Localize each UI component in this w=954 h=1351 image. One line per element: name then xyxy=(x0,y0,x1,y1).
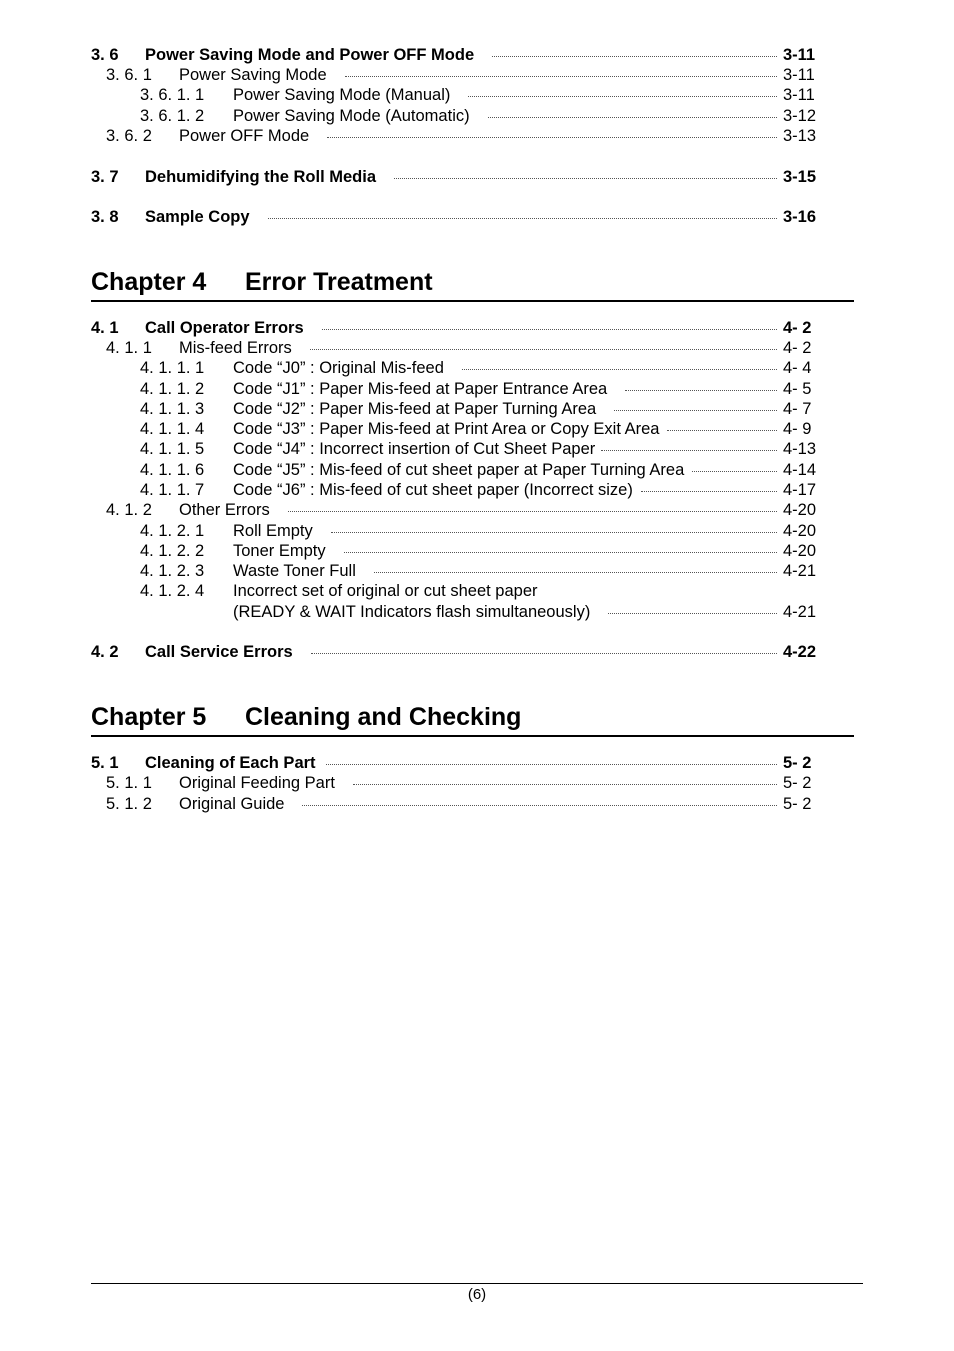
dot-leader xyxy=(601,450,777,451)
section-title: Roll Empty xyxy=(233,522,313,540)
page-ref: 3-11 xyxy=(783,46,816,64)
section-title: Toner Empty xyxy=(233,542,326,560)
section-number: 3. 8 xyxy=(91,208,119,226)
section-number: 3. 6 xyxy=(91,46,119,64)
page-ref: 4-20 xyxy=(783,501,817,519)
page-ref: 4- 4 xyxy=(783,359,812,377)
dot-leader xyxy=(344,552,777,553)
section-title: Code “J0” : Original Mis-feed xyxy=(233,359,444,377)
section-title: Cleaning of Each Part xyxy=(145,754,316,772)
toc-entry-4-1-2-1[interactable] xyxy=(0,521,954,541)
page-ref: 4-20 xyxy=(783,542,817,560)
page-ref: 4-13 xyxy=(783,440,817,458)
toc-entry-3-6-1-1[interactable] xyxy=(0,85,954,105)
toc-entry-4-1-1-7[interactable] xyxy=(0,480,954,500)
dot-leader xyxy=(608,613,777,614)
toc-entry-4-1-1-6[interactable] xyxy=(0,460,954,480)
footer-rule xyxy=(91,1283,863,1284)
dot-leader xyxy=(488,117,777,118)
dot-leader xyxy=(614,410,777,411)
dot-leader xyxy=(353,784,777,785)
toc-entry-4-1-2-4-cont[interactable] xyxy=(0,602,954,622)
toc-entry-5-1-1[interactable] xyxy=(0,773,954,793)
chapter-title: Cleaning and Checking xyxy=(245,703,522,731)
section-number: 4. 1. 1. 4 xyxy=(140,420,205,438)
section-title: Mis-feed Errors xyxy=(179,339,292,357)
chapter-title: Error Treatment xyxy=(245,268,433,296)
dot-leader xyxy=(394,178,777,179)
section-number: 3. 6. 1. 1 xyxy=(140,86,205,104)
dot-leader xyxy=(327,137,777,138)
toc-entry-4-1-1-4[interactable] xyxy=(0,419,954,439)
dot-leader xyxy=(641,491,777,492)
section-title: Code “J4” : Incorrect insertion of Cut Sheet Paper xyxy=(233,440,596,458)
chapter-label: Chapter 4 xyxy=(91,268,207,296)
page-ref: 4- 2 xyxy=(783,319,812,337)
page-ref: 3-11 xyxy=(783,66,815,84)
section-title: Code “J3” : Paper Mis-feed at Print Area or Copy Exit Area xyxy=(233,420,660,438)
dot-leader xyxy=(462,369,777,370)
section-title: Power Saving Mode and Power OFF Mode xyxy=(145,46,475,64)
section-number: 4. 1. 2. 3 xyxy=(140,562,205,580)
section-title: Sample Copy xyxy=(145,208,250,226)
dot-leader xyxy=(331,532,777,533)
dot-leader xyxy=(625,390,777,391)
toc-entry-4-1-1-2[interactable] xyxy=(0,379,954,399)
toc-entry-4-1[interactable] xyxy=(0,318,954,338)
toc-entry-4-1-1-3[interactable] xyxy=(0,399,954,419)
section-number: 4. 1. 2. 2 xyxy=(140,542,205,560)
toc-entry-4-1-2-4[interactable] xyxy=(0,581,954,601)
dot-leader xyxy=(468,96,777,97)
page-ref: 5- 2 xyxy=(783,754,812,772)
section-title: Power OFF Mode xyxy=(179,127,310,145)
section-number: 4. 1. 2. 4 xyxy=(140,582,205,600)
section-title: Power Saving Mode (Automatic) xyxy=(233,107,470,125)
section-number: 3. 6. 2 xyxy=(106,127,152,145)
section-number: 4. 1 xyxy=(91,319,119,337)
section-number: 4. 2 xyxy=(91,643,119,661)
page-ref: 3-13 xyxy=(783,127,817,145)
section-number: 3. 6. 1 xyxy=(106,66,152,84)
dot-leader xyxy=(302,805,777,806)
section-title: Power Saving Mode xyxy=(179,66,327,84)
page-ref: 4-21 xyxy=(783,562,817,580)
section-number: 5. 1. 1 xyxy=(106,774,152,792)
section-number: 5. 1 xyxy=(91,754,119,772)
section-title: Incorrect set of original or cut sheet paper xyxy=(233,582,538,600)
section-title: Power Saving Mode (Manual) xyxy=(233,86,451,104)
section-number: 3. 6. 1. 2 xyxy=(140,107,205,125)
page-ref: 4- 9 xyxy=(783,420,812,438)
chapter-4-heading xyxy=(91,268,854,302)
section-title: Code “J1” : Paper Mis-feed at Paper Entrance Area xyxy=(233,380,608,398)
page-ref: 3-15 xyxy=(783,168,817,186)
section-title: Waste Toner Full xyxy=(233,562,356,580)
toc-entry-3-7[interactable] xyxy=(0,167,954,187)
page-ref: 4- 2 xyxy=(783,339,812,357)
section-number: 4. 1. 1. 1 xyxy=(140,359,205,377)
toc-entry-4-1-1-5[interactable] xyxy=(0,439,954,459)
section-number: 4. 1. 2 xyxy=(106,501,152,519)
dot-leader xyxy=(310,349,777,350)
section-title: Original Guide xyxy=(179,795,285,813)
dot-leader xyxy=(288,511,777,512)
toc-entry-5-1[interactable] xyxy=(0,753,954,773)
section-title: Other Errors xyxy=(179,501,270,519)
section-number: 5. 1. 2 xyxy=(106,795,152,813)
page-ref: 4-14 xyxy=(783,461,817,479)
section-title: Original Feeding Part xyxy=(179,774,335,792)
toc-entry-5-1-2[interactable] xyxy=(0,794,954,814)
dot-leader xyxy=(311,653,777,654)
page-ref: 4-17 xyxy=(783,481,817,499)
toc-entry-3-6-1[interactable] xyxy=(0,65,954,85)
toc-entry-4-1-1[interactable] xyxy=(0,338,954,358)
dot-leader xyxy=(322,329,777,330)
dot-leader xyxy=(345,76,777,77)
section-number: 4. 1. 1 xyxy=(106,339,152,357)
section-number: 4. 1. 1. 5 xyxy=(140,440,205,458)
toc-entry-4-2[interactable] xyxy=(0,642,954,662)
section-title: Code “J6” : Mis-feed of cut sheet paper (Incorrect size) xyxy=(233,481,633,499)
page-ref: 4-22 xyxy=(783,643,817,661)
page-ref: 4- 5 xyxy=(783,380,812,398)
section-title: Code “J2” : Paper Mis-feed at Paper Turning Area xyxy=(233,400,597,418)
toc-entry-4-1-2-3[interactable] xyxy=(0,561,954,581)
section-title-continued: (READY & WAIT Indicators flash simultaneously) xyxy=(233,603,591,621)
page-ref: 4- 7 xyxy=(783,400,812,418)
page-ref: 5- 2 xyxy=(783,795,812,813)
section-title: Code “J5” : Mis-feed of cut sheet paper at Paper Turning Area xyxy=(233,461,685,479)
section-number: 3. 7 xyxy=(91,168,119,186)
dot-leader xyxy=(326,764,777,765)
toc-entry-3-6-2[interactable] xyxy=(0,126,954,146)
page-ref: 4-21 xyxy=(783,603,817,621)
section-number: 4. 1. 1. 6 xyxy=(140,461,205,479)
chapter-label: Chapter 5 xyxy=(91,703,207,731)
dot-leader xyxy=(667,430,777,431)
dot-leader xyxy=(492,56,777,57)
page-ref: 3-16 xyxy=(783,208,817,226)
toc-entry-4-1-2-2[interactable] xyxy=(0,541,954,561)
page-ref: 4-20 xyxy=(783,522,817,540)
toc-entry-3-6[interactable] xyxy=(0,45,954,65)
dot-leader xyxy=(374,572,777,573)
footer-page-number: (6) xyxy=(467,1286,487,1303)
chapter-5-heading xyxy=(91,703,854,737)
page-ref: 3-12 xyxy=(783,107,817,125)
section-number: 4. 1. 1. 3 xyxy=(140,400,205,418)
section-title: Call Operator Errors xyxy=(145,319,304,337)
section-title: Dehumidifying the Roll Media xyxy=(145,168,377,186)
page-ref: 5- 2 xyxy=(783,774,812,792)
section-number: 4. 1. 1. 7 xyxy=(140,481,205,499)
dot-leader xyxy=(692,471,777,472)
section-number: 4. 1. 1. 2 xyxy=(140,380,205,398)
section-title: Call Service Errors xyxy=(145,643,293,661)
toc-entry-4-1-2[interactable] xyxy=(0,500,954,520)
dot-leader xyxy=(268,218,777,219)
page-ref: 3-11 xyxy=(783,86,815,104)
toc-entry-4-1-1-1[interactable] xyxy=(0,358,954,378)
section-number: 4. 1. 2. 1 xyxy=(140,522,205,540)
toc-entry-3-8[interactable] xyxy=(0,207,954,227)
toc-entry-3-6-1-2[interactable] xyxy=(0,106,954,126)
